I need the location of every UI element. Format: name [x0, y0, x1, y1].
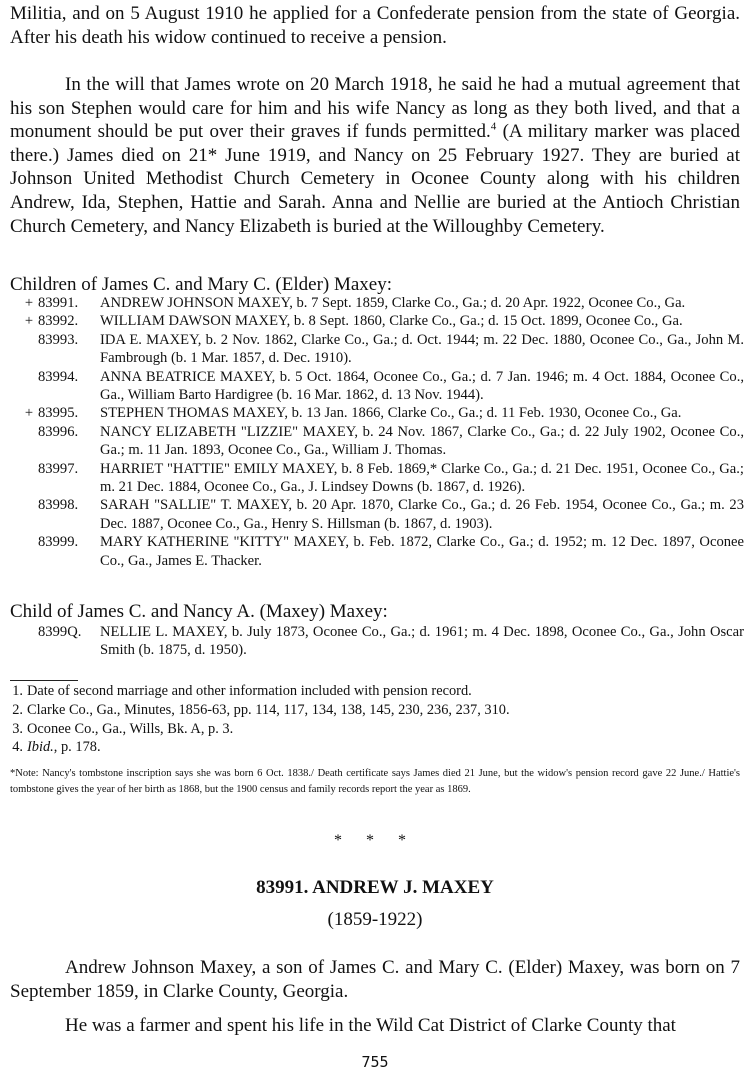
child-text: NELLIE L. MAXEY, b. July 1873, Oconee Co., Ga.; d. 1961; m. 4 Dec. 1898, Oconee Co., Ga., John Oscar Smith (b. 1875, d. 1950). — [100, 624, 744, 659]
child-text: STEPHEN THOMAS MAXEY, b. 13 Jan. 1866, Clarke Co., Ga.; d. 11 Feb. 1930, Oconee Co., Ga. — [100, 405, 682, 422]
footnote-3 — [10, 720, 740, 739]
paragraph-will-text-cont: (A military marker was placed there.) James died on 21* June 1919, and Nancy on 25 February 1927. They are buried at Johnson United Methodist Church Cemetery in Oconee County along with his children Andrew, Ida, Stephen, Hattie and Sarah. Anna and Nellie are buried at the Antioch Christian Church Cemetery, and Nancy Elizabeth is buried at the Willoughby Cemetery. — [10, 121, 740, 237]
child-entry — [10, 404, 744, 422]
child-entry — [10, 460, 744, 497]
descendant-marker: + — [24, 313, 34, 330]
child-entry — [10, 423, 744, 460]
child-text: ANDREW JOHNSON MAXEY, b. 7 Sept. 1859, Clarke Co., Ga.; d. 20 Apr. 1922, Oconee Co., Ga. — [100, 295, 686, 311]
child-number: 83994. — [38, 368, 79, 385]
child-text: ANNA BEATRICE MAXEY, b. 5 Oct. 1864, Oconee Co., Ga.; d. 7 Jan. 1946; m. 4 Oct. 1884, Oconee Co., Ga., William Barto Hardigree (b. 16 Mar. 1862, d. 13 Nov. 1944). — [100, 368, 744, 404]
child-number: 83993. — [38, 331, 79, 348]
child-entry — [10, 294, 744, 312]
child-text: HARRIET "HATTIE" EMILY MAXEY, b. 8 Feb. 1869,* Clarke Co., Ga.; d. 21 Dec. 1951, Oconee Co., Ga.; m. 21 Dec. 1884, Oconee Co., Ga., J. Lindsey Downs (b. 1867, d. 1926). — [100, 460, 744, 496]
paragraph-will — [10, 73, 740, 238]
child-number: 83999. — [38, 534, 79, 551]
child-text: IDA E. MAXEY, b. 2 Nov. 1862, Clarke Co., Ga.; d. Oct. 1944; m. 22 Dec. 1880, Oconee Co., Ga., John M. Fambrough (b. 1 Mar. 1857, d. Dec. 1910). — [100, 331, 744, 367]
child-entry — [10, 368, 744, 405]
footnote-text: Clarke Co., Ga., Minutes, 1856-63, pp. 114, 117, 134, 138, 145, 230, 236, 237, 310. — [27, 701, 510, 718]
footnote-number: 2. — [12, 701, 23, 718]
footnote-text: , p. 178. — [53, 739, 101, 756]
editorial-note: *Note: Nancy's tombstone inscription says she was born 6 Oct. 1838./ Death certificate says James died 21 June, but the widow's pension record gave 22 June./ Hattie's tombstone gives the year of her birth as 1868, but the 1900 census and family records report the year as 1869. — [10, 768, 740, 795]
child-entry — [10, 533, 744, 570]
paragraph-will-text: In the will that James wrote on 20 March 1918, he said he had a mutual agreement that his son Stephen would care for him and his wife Nancy as long as they both lived, and that a monument should be put over their graves if funds permitted. — [10, 74, 740, 143]
children-first-list — [10, 294, 744, 570]
child-entry — [10, 312, 744, 330]
child-number: 83997. — [38, 460, 79, 477]
footnotes — [10, 682, 740, 757]
child-number: 83992. — [38, 313, 79, 330]
child-text: NANCY ELIZABETH "LIZZIE" MAXEY, b. 24 Nov. 1867, Clarke Co., Ga.; d. 22 July 1902, Oconee Co., Ga.; m. 11 Jan. 1893, Oconee Co., Ga., William J. Thomas. — [100, 423, 744, 459]
footnote-2 — [10, 701, 740, 720]
footnote-1 — [10, 682, 740, 701]
section-paragraph-2: He was a farmer and spent his life in the Wild Cat District of Clarke County that — [65, 1015, 676, 1036]
children-first-heading: Children of James C. and Mary C. (Elder) Maxey: — [10, 274, 393, 295]
child-number: 83996. — [38, 423, 79, 440]
footnote-italic: Ibid. — [27, 739, 54, 756]
section-title: 83991. ANDREW J. MAXEY — [256, 877, 494, 898]
children-second-heading: Child of James C. and Nancy A. (Maxey) Maxey: — [10, 601, 388, 622]
page-number: 755 — [361, 1053, 389, 1071]
section-dates: (1859-1922) — [327, 909, 423, 930]
child-entry — [10, 331, 744, 368]
child-text: MARY KATHERINE "KITTY" MAXEY, b. Feb. 1872, Clarke Co., Ga.; d. 1952; m. 12 Dec. 1897, Oconee Co., Ga., James E. Thacker. — [100, 534, 744, 569]
child-entry — [10, 623, 744, 660]
footnote-ref-4: 4 — [490, 120, 497, 133]
footnote-number: 1. — [12, 683, 23, 699]
descendant-marker: + — [24, 405, 34, 422]
section-paragraph-1: Andrew Johnson Maxey, a son of James C. and Mary C. (Elder) Maxey, was born on 7 September 1859, in Clarke County, Georgia. — [10, 957, 740, 1002]
footnote-4 — [10, 738, 740, 757]
descendant-marker: + — [24, 295, 34, 311]
child-number: 8399Q. — [38, 624, 82, 640]
paragraph-pension: Militia, and on 5 August 1910 he applied for a Confederate pension from the state of Georgia. After his death his widow continued to receive a pension. — [10, 3, 740, 48]
children-second-list — [10, 623, 744, 660]
child-number: 83998. — [38, 497, 79, 514]
footnote-text: Oconee Co., Ga., Wills, Bk. A, p. 3. — [27, 720, 234, 737]
child-text: SARAH "SALLIE" T. MAXEY, b. 20 Apr. 1870, Clarke Co., Ga.; d. 26 Feb. 1954, Oconee Co., Ga.; m. 23 Dec. 1887, Oconee Co., Ga., Henry S. Hillsman (b. 1867, d. 1903). — [100, 497, 744, 532]
footnote-text: Date of second marriage and other information included with pension record. — [27, 683, 472, 699]
child-number: 83991. — [38, 295, 79, 311]
footnote-number: 4. — [12, 739, 23, 756]
footnote-number: 3. — [12, 720, 23, 737]
child-number: 83995. — [38, 405, 79, 422]
section-separator: * * * — [334, 832, 416, 849]
footnote-rule — [10, 680, 78, 681]
child-text: WILLIAM DAWSON MAXEY, b. 8 Sept. 1860, Clarke Co., Ga.; d. 15 Oct. 1899, Oconee Co., Ga. — [100, 313, 683, 330]
child-entry — [10, 496, 744, 533]
